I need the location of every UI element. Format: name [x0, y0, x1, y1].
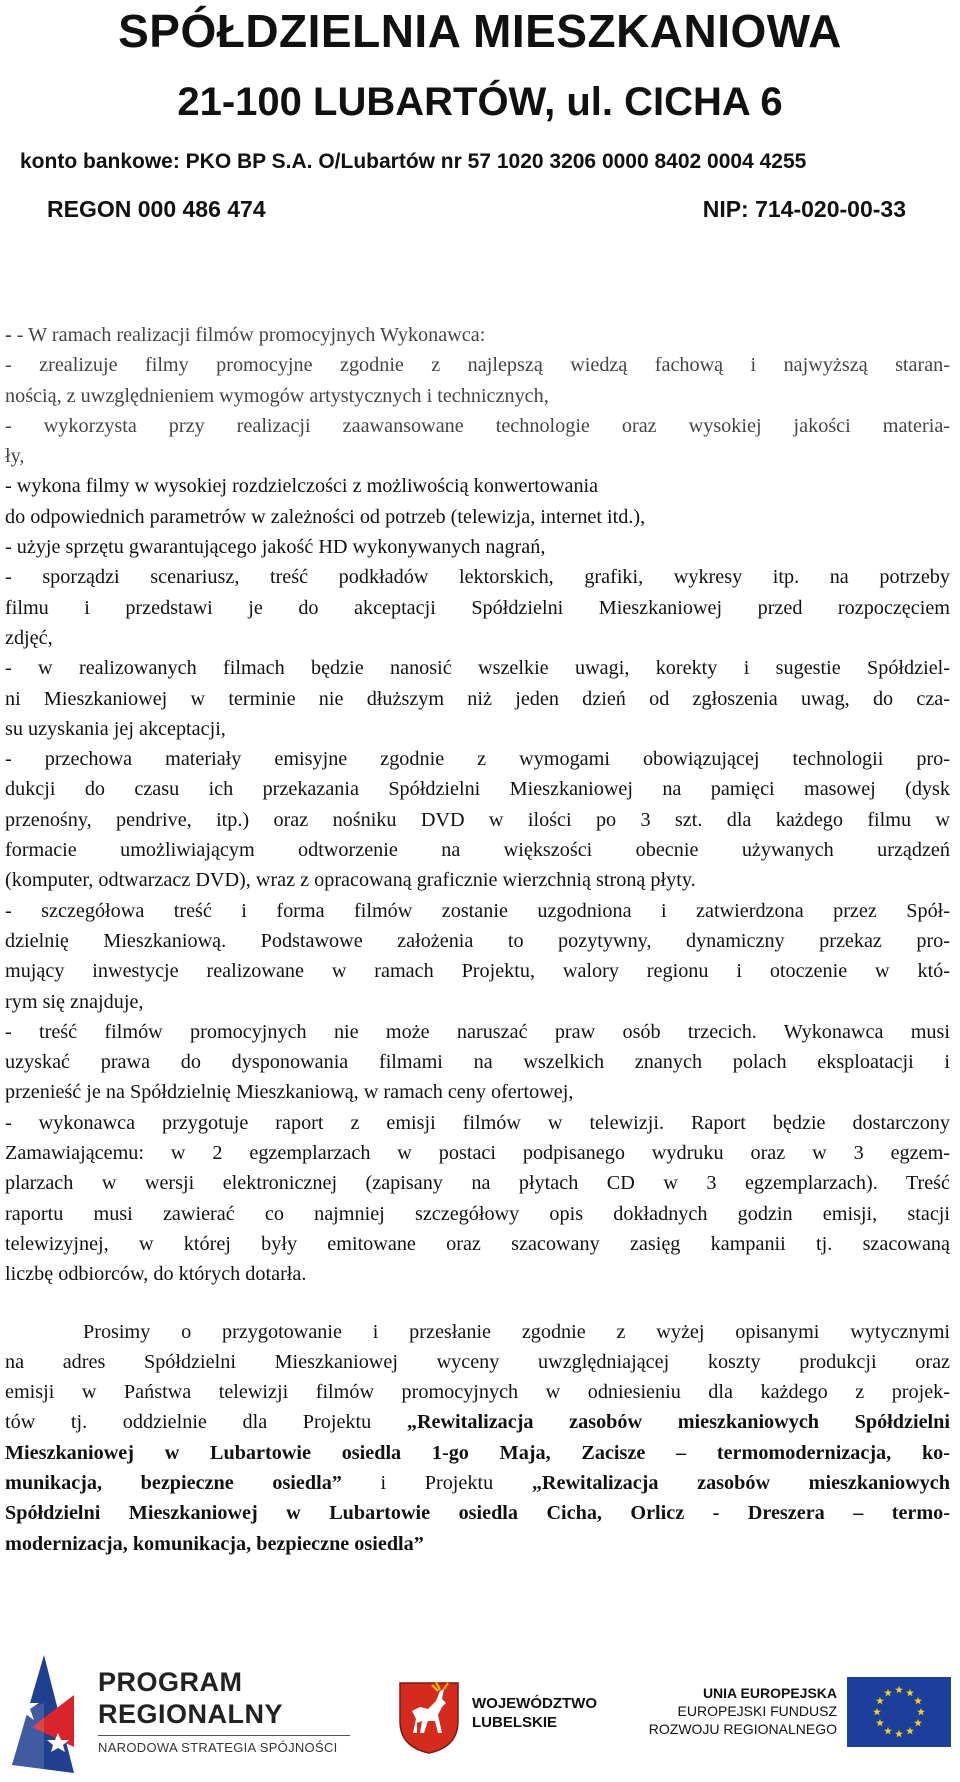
- body-line: liczbę odbiorców, do których dotarła.: [5, 1263, 307, 1286]
- body-line: do odpowiednich parametrów w zależności od potrzeb (telewizja, internet itd.),: [5, 505, 646, 528]
- program-line2: REGIONALNY: [98, 1699, 284, 1729]
- woj-line2: LUBELSKIE: [472, 1714, 558, 1731]
- cooperative-address: 21-100 LUBARTÓW, ul. CICHA 6: [177, 80, 783, 124]
- body-line: filmu i przedstawi je do akceptacji Spółdzielni Mieszkaniowej przed rozpoczęciem: [5, 596, 950, 619]
- body-line: - treść filmów promocyjnych nie może naruszać praw osób trzecich. Wykonawca musi: [5, 1020, 950, 1043]
- project-name-2: „Rewitalizacja zasobów mieszkaniowych: [531, 1471, 950, 1494]
- project-name-2: modernizacja, komunikacja, bezpieczne osiedla”: [5, 1532, 424, 1555]
- document-body: [5, 320, 950, 1559]
- body-line: uzyskać prawa do dysponowania filmami na wszelkich znanych polach eksploatacji i: [5, 1051, 950, 1074]
- bank-account: konto bankowe: PKO BP S.A. O/Lubartów nr 57 1020 3206 0000 8402 0004 4255: [20, 150, 807, 173]
- closing-line: na adres Spółdzielni Mieszkaniowej wyceny uwzględniającej koszty produkcji oraz: [5, 1350, 950, 1373]
- closing-line: [5, 1317, 950, 1347]
- body-line: - w realizowanych filmach będzie nanosić wszelkie uwagi, korekty i sugestie Spółdziel-: [5, 657, 950, 680]
- body-line: przenieść je na Spółdzielnię Mieszkaniową, w ramach ceny ofertowej,: [5, 1081, 574, 1104]
- body-line: telewizyjnej, w której były emitowane oraz szacowany zasięg kampanii tj. szacowaną: [5, 1232, 950, 1255]
- body-line: - wykona filmy w wysokiej rozdzielczości z możliwością konwertowania: [5, 475, 599, 498]
- body-line: - zrealizuje filmy promocyjne zgodnie z najlepszą wiedzą fachową i najwyższą staran-: [5, 354, 950, 377]
- program-divider: [98, 1735, 350, 1736]
- closing-line: emisji w Państwa telewizji filmów promocyjnych w odniesieniu dla każdego z projek-: [5, 1381, 950, 1404]
- body-line: ły,: [5, 445, 25, 468]
- program-regionalny-logo: [0, 1655, 360, 1775]
- project-name-2: Spółdzielni Mieszkaniowej w Lubartowie osiedla Cicha, Orlicz - Dreszera – termo-: [5, 1502, 950, 1525]
- body-line: - wykonawca przygotuje raport z emisji filmów w telewizji. Raport będzie dostarczony: [5, 1111, 950, 1134]
- body-line: plarzach w wersji elektronicznej (zapisany na płytach CD w 3 egzemplarzach). Treść: [5, 1172, 950, 1195]
- closing-text: Prosimy o przygotowanie i przesłanie zgodnie z wyżej opisanymi wytycznymi: [83, 1320, 950, 1343]
- body-line: (komputer, odtwarzacz DVD), wraz z opracowaną graficznie wierzchnią stroną płyty.: [5, 869, 696, 892]
- closing-line: [5, 1468, 950, 1498]
- body-line: - przechowa materiały emisyjne zgodnie z wymogami obowiązującej technologii pro-: [5, 748, 950, 771]
- closing-line: [5, 1407, 950, 1437]
- closing-line: [5, 1498, 950, 1528]
- eu-line2: EUROPEJSKI FUNDUSZ: [677, 1703, 837, 1719]
- closing-text: tów tj. oddzielnie dla Projektu: [5, 1411, 407, 1434]
- eu-line3: ROZWOJU REGIONALNEGO: [648, 1721, 837, 1737]
- body-line: raportu musi zawierać co najmniej szczegółowy opis dokładnych godzin emisji, stacji: [5, 1202, 950, 1225]
- body-line: przenośny, pendrive, itp.) oraz nośniku DVD w ilości po 3 szt. dla każdego filmu w: [5, 808, 950, 831]
- body-line: dzielnię Mieszkaniową. Podstawowe założenia to pozytywny, dynamiczny przekaz pro-: [5, 929, 950, 952]
- body-line: Zamawiającemu: w 2 egzemplarzach w postaci podpisanego wydruku oraz w 3 egzem-: [5, 1142, 950, 1165]
- wojewodztwo-lubelskie-logo: [398, 1681, 628, 1761]
- body-line: dukcji do czasu ich przekazania Spółdzielni Mieszkaniowej na pamięci masowej (dysk: [5, 778, 950, 801]
- coat-of-arms-icon: [398, 1681, 460, 1755]
- project-name-1: „Rewitalizacja zasobów mieszkaniowych Spółdzielni: [406, 1411, 950, 1434]
- program-regionalny-icon: [4, 1655, 96, 1773]
- woj-line1: WOJEWÓDZTWO: [472, 1695, 597, 1712]
- eu-logo: [635, 1677, 955, 1767]
- eu-flag-icon: [847, 1677, 951, 1747]
- eu-line1: UNIA EUROPEJSKA: [702, 1685, 837, 1701]
- body-line: - użyje sprzętu gwarantującego jakość HD wykonywanych nagrań,: [5, 536, 546, 559]
- body-line: mujący inwestycje realizowane w ramach Projektu, walory regionu i otoczenie w któ-: [5, 960, 950, 983]
- body-line: ni Mieszkaniowej w terminie nie dłuższym niż jeden dzień od zgłoszenia uwag, do cza-: [5, 687, 950, 710]
- cooperative-name: SPÓŁDZIELNIA MIESZKANIOWA: [118, 5, 842, 57]
- body-line: - szczegółowa treść i forma filmów zostanie uzgodniona i zatwierdzona przez Spół-: [5, 899, 950, 922]
- body-line: rym się znajduje,: [5, 990, 144, 1013]
- body-line: - sporządzi scenariusz, treść podkładów lektorskich, grafiki, wykresy itp. na potrzeby: [5, 566, 950, 589]
- project-name-1: Mieszkaniowej w Lubartowie osiedla 1-go Maja, Zacisze – termomodernizacja, ko-: [5, 1441, 950, 1464]
- body-line: su uzyskania jej akceptacji,: [5, 717, 226, 740]
- body-line: zdjęć,: [5, 626, 53, 649]
- body-line: nością, z uwzględnieniem wymogów artystycznych i technicznych,: [5, 384, 549, 407]
- closing-line: [5, 1438, 950, 1468]
- body-line: - wykorzysta przy realizacji zaawansowane technologie oraz wysokiej jakości materia-: [5, 414, 950, 437]
- body-line-text: - W ramach realizacji filmów promocyjnych Wykonawca:: [16, 324, 486, 346]
- body-line: formacie umożliwiającym odtworzenie na większości obecnie używanych urządzeń: [5, 839, 950, 862]
- program-subtitle: NARODOWA STRATEGIA SPÓJNOŚCI: [98, 1740, 338, 1755]
- footer-logos: [0, 1655, 960, 1775]
- program-line1: PROGRAM: [98, 1667, 243, 1697]
- closing-line: [5, 1529, 950, 1559]
- body-line: - - W ramach realizacji filmów promocyjnych Wykonawca:: [5, 324, 486, 346]
- closing-text: i Projektu: [341, 1471, 532, 1494]
- regon-number: REGON 000 486 474: [47, 196, 266, 222]
- project-name-1: munikacja, bezpieczne osiedla”: [5, 1471, 342, 1494]
- nip-number: NIP: 714-020-00-33: [702, 196, 906, 222]
